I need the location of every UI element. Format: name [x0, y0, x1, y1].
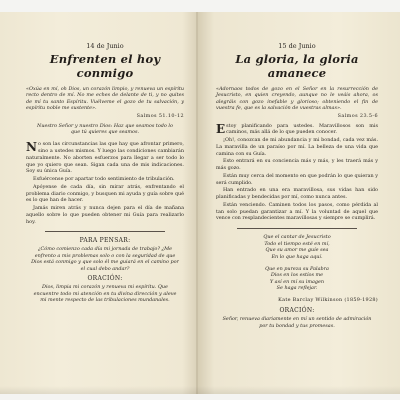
scripture-verse: «Adornaos todos de gozo en el Señor en la resurrección de Jesucristo, en quien creyendo, aunque no le veáis ahora, os alegráis con gozo inefable y glorioso; obteniendo el fin de vuestra fe, que es la salvación de vuestras almas». [216, 86, 378, 112]
devotional-body [26, 141, 184, 225]
paragraph: ¡Oh!, conozcan de mi abundancia y mi bondad, cada vez más. La maravilla de un paraíso por mí. La belleza de una vida que camina con su Guía. [216, 137, 378, 157]
oracion-heading: ORACIÓN: [87, 275, 123, 283]
para-pensar-text: ¿Cómo comienzo cada día mi jornada de trabajo? ¿Me enfrento a mis problemas solo o con la seguridad de que Dios está conmigo y que solo él me guiará en el camino por el cual debo andar? [31, 246, 179, 272]
page-date: 15 de Junio [278, 42, 316, 50]
poem-stanza: Que el cantar de Jesucristo Todo el tiempo esté en mí, Que su amor me guíe sea En lo que haga aquí. [263, 234, 331, 261]
oracion-heading: ORACIÓN: [279, 307, 315, 315]
paragraph: Estoy planificando para ustedes. Maravillosos son mis caminos, más allá de lo que pueden conocer. [216, 121, 378, 136]
paragraph: Esto entrará en su conciencia más y más, y les traerá más y más gozo. [216, 158, 378, 172]
paragraph: Apóyense de cada día, sin mirar atrás, enfrentando el problema diario conmigo, y busquen mi ayuda y guía sobre qué es lo que han de hacer. [26, 183, 184, 204]
paragraph: Están muy cerca del momento en que podrán lo que quieran y será cumplido. [216, 172, 378, 186]
poem-author: Kate Barclay Wilkinson (1859-1928) [278, 297, 378, 304]
devotional-body [216, 123, 378, 223]
oracion-text: Dios, limpia mi corazón y renueva mi espíritu. Que encuentre todo mi atención en tu divina dirección y aleve mi mente respecto de las tribulaciones mundanales. [33, 284, 177, 304]
paragraph: No son las circunstancias las que hay que afrontar primero, sino a ustedes mismos. Y luego las condiciones cambiarán naturalmente. No aborten esfuerzos para llegar a ser todo lo que yo quiero que sean. Sigan cada una de mis indicaciones. Soy su única Guía. [26, 140, 184, 175]
drop-cap: N [26, 140, 37, 155]
opening-prayer: Nuestro Señor y nuestro Dios: Haz que seamos todo lo que tú quieres que seamos. [37, 122, 173, 135]
para-pensar-heading: PARA PENSAR: [79, 237, 131, 245]
divider [45, 231, 165, 232]
poem-stanza: Que en pureza su Palabra Dios en los estíos me Y así en mí su imagen Se haga reflejar. [265, 265, 329, 292]
divider [237, 228, 357, 229]
page-title: Enfrenten el hoy conmigo [49, 52, 161, 80]
paragraph: Jamás miren atrás y nunca dejen para el día de mañana aquello sobre lo que pueden obtener mi Guía para realizarlo hoy. [26, 205, 184, 225]
scripture-reference: Salmos 51.10-12 [136, 112, 184, 119]
paragraph: Han entrado en una era maravillosa, sus vidas han sido planificadas y bendecidas por mí, como nunca antes. [216, 187, 378, 201]
left-page [0, 12, 198, 394]
paragraph: Esfuércense por apartar todo sentimiento de tribulación. [33, 176, 175, 183]
oracion-text: Señor, renueva diariamente en mí un sentido de admiración por tu bondad y tus promesas. [222, 316, 372, 329]
scripture-reference: Salmos 23.5-6 [337, 112, 378, 119]
page-title: La gloria, la gloria amanece [235, 52, 359, 80]
right-page [198, 12, 400, 394]
paragraph: Están venciendo. Caminen todos los pasos, como pérdida al tan solo puedan garantizar a mí. Y la voluntad de aquel que vence con resplandecientes maravillosas y siempre se cumplirá. [216, 201, 378, 222]
scripture-verse: «Oxúa en mí, oh Dios, un corazón limpio, y renueva un espíritu recto dentro de mí. No me eches de delante de ti, y no quites de mí tu santo Espíritu. Vuélveme el gozo de tu salvación, y espíritu noble me sustente». [26, 86, 184, 112]
drop-cap: E [216, 121, 226, 136]
page-shadow [0, 386, 400, 394]
page-date: 14 de Junio [86, 42, 124, 50]
open-book [0, 12, 400, 394]
